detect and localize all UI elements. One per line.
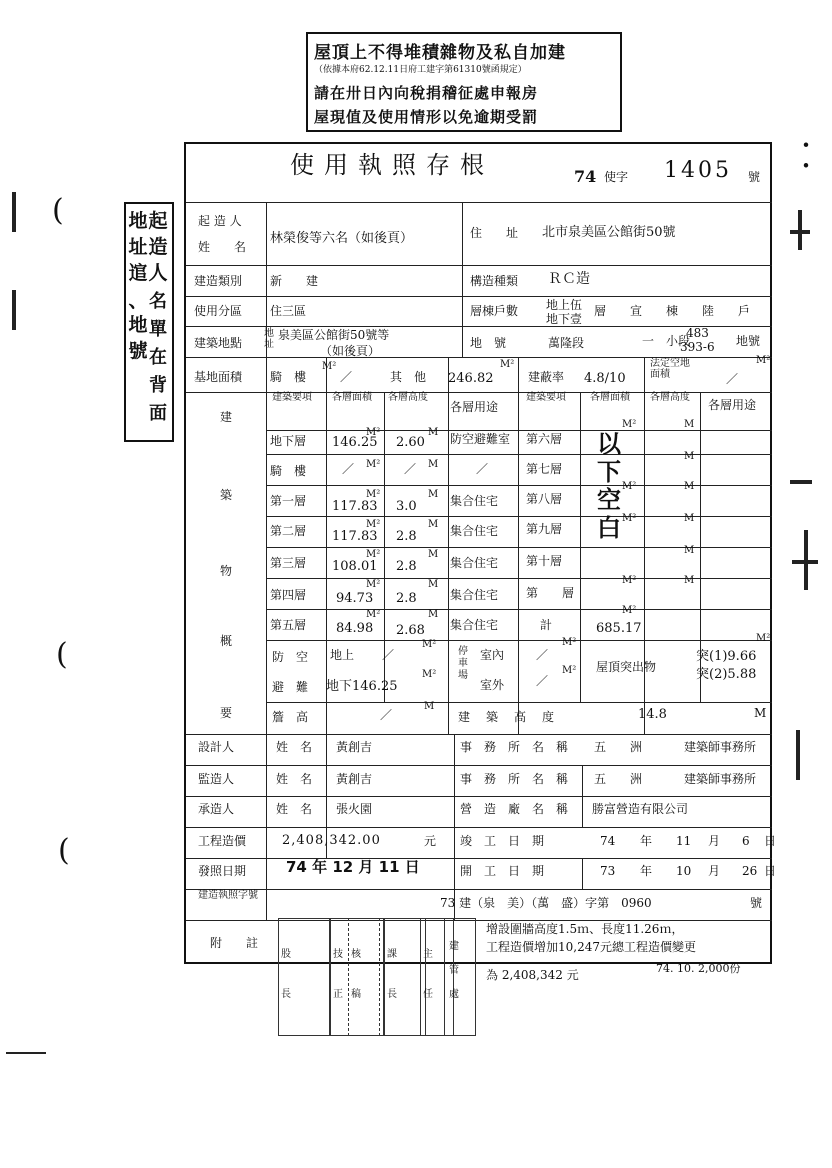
- side-stamp-col2: 起造人: [148, 210, 168, 284]
- start-day-unit: 日: [764, 864, 777, 878]
- signature-stamp: [348, 918, 380, 1036]
- floor-use: 集合住宅: [450, 618, 499, 632]
- floor-height: 2.60: [396, 435, 425, 450]
- floor-name-right: 第九層: [526, 522, 563, 536]
- floor-name-right: 第七層: [526, 462, 563, 476]
- civil-label-a: 防 空: [272, 650, 309, 664]
- site-label: 建築地點: [194, 336, 243, 350]
- notes-line-1: 增設圍牆高度1.5ｍ、長度11.26ｍ，: [486, 922, 684, 936]
- floor-name: 第五層: [270, 618, 307, 632]
- unit-m2: M²: [366, 427, 381, 438]
- unit-m: M: [684, 545, 695, 556]
- floor-height: 2.8: [396, 559, 417, 574]
- other-value: 246.82: [448, 371, 494, 386]
- structure-value: ＲＣ造: [548, 271, 590, 287]
- floors-header-area: 各層面積: [332, 392, 372, 403]
- build-type-label: 建造類別: [194, 274, 243, 288]
- floor-name-right: 第八層: [526, 492, 563, 506]
- lot-number-2: 393-6: [680, 340, 715, 354]
- floor-use: 集合住宅: [450, 588, 499, 602]
- floor-height: 2.8: [396, 591, 417, 606]
- floor-use: ／: [476, 462, 489, 476]
- unit-m2: M²: [622, 575, 637, 586]
- completion-day: 6: [742, 834, 750, 848]
- start-day: 26: [742, 864, 758, 878]
- notes-line-3: 為 2,408,342 元: [486, 968, 579, 982]
- floor-name-right: 計: [540, 618, 553, 632]
- margin-mark: [798, 210, 802, 250]
- unit-m2: M²: [366, 459, 381, 470]
- unit-m2: M²: [562, 665, 577, 676]
- building-height-value: 14.8: [638, 707, 667, 722]
- side-address-stamp: [124, 202, 174, 442]
- side-stamp-col1: 地址逭: [128, 210, 148, 284]
- unit-m2: M²: [756, 355, 771, 366]
- owner-label-b: 姓 名: [198, 240, 247, 254]
- floors-header-area-right: 各層面積: [590, 392, 630, 403]
- unit-m2: M²: [422, 639, 437, 650]
- unit-m: M: [684, 513, 695, 524]
- start-year: 73: [600, 864, 616, 878]
- contractor-office-label: 營 造 廠 名 稱: [460, 802, 569, 816]
- start-month: 10: [676, 864, 692, 878]
- signature-stamp-label: 主任: [423, 949, 433, 1000]
- unit-m: M: [428, 579, 439, 590]
- coverage-label: 建蔽率: [528, 370, 565, 384]
- site-value-prefix: 地址: [264, 328, 274, 350]
- floors-header-height: 各層高度: [388, 392, 428, 403]
- floor-height: 2.8: [396, 529, 417, 544]
- floors-units: 層 宣 棟 陸 戶: [594, 304, 751, 318]
- permit-value: 73 建（泉 美）（萬 盛）字第 0960: [440, 896, 652, 910]
- supervisor-label: 監造人: [198, 772, 235, 786]
- open-space-label: 法定空地面積: [650, 358, 690, 380]
- unit-m2: M²: [622, 513, 637, 524]
- unit-m: M: [684, 575, 695, 586]
- stamp-line-2: （依據本府62.12.11日府工建字第61310號函規定）: [314, 65, 527, 75]
- start-year-unit: 年: [640, 864, 653, 878]
- cost-label: 工程造價: [198, 834, 247, 848]
- address-label: 住 址: [470, 226, 519, 240]
- permit-number: 1405: [664, 158, 732, 183]
- unit-m2: M²: [622, 419, 637, 430]
- floors-header-item: 建築要項: [272, 392, 312, 403]
- completion-month: 11: [676, 834, 692, 848]
- signature-stamp: [444, 918, 476, 1036]
- unit-m: M: [428, 459, 439, 470]
- section-char: 要: [220, 706, 233, 720]
- civil-below: 地下146.25: [326, 679, 398, 694]
- civil-above: 地上: [330, 648, 355, 662]
- floor-use: 集合住宅: [450, 494, 499, 508]
- start-month-unit: 月: [708, 864, 721, 878]
- contractor-name: 張火園: [336, 802, 373, 816]
- roof-structure-label: 屋頂突出物: [596, 660, 657, 674]
- floor-use: 防空避難室: [450, 432, 511, 446]
- floor-name: 地下層: [270, 434, 307, 448]
- floors-header-item-right: 建築要項: [526, 392, 566, 403]
- top-notice-stamp: [306, 32, 622, 132]
- eaves-value: ／: [380, 708, 393, 722]
- lot-label: 地 號: [470, 336, 507, 350]
- designer-office: 五 洲: [594, 740, 643, 754]
- permit-year: 74: [574, 167, 597, 186]
- parking-indoor-value: ／: [536, 648, 549, 662]
- floors-label: 層棟戶數: [470, 304, 519, 318]
- section-char: 概: [220, 634, 233, 648]
- floor-area: 117.83: [332, 529, 378, 544]
- start-label: 開 工 日 期: [460, 864, 545, 878]
- total-area: 685.17: [596, 621, 642, 636]
- area-label: 基地面積: [194, 370, 243, 384]
- arcade-value: ／: [340, 370, 353, 384]
- issue-label: 發照日期: [198, 864, 247, 878]
- section-char: 建: [220, 410, 233, 424]
- margin-mark: ︰: [786, 134, 826, 180]
- floor-height: 2.68: [396, 623, 425, 638]
- floor-name-right: 第 層: [526, 586, 575, 600]
- cost-unit: 元: [424, 834, 437, 848]
- floor-name: 第二層: [270, 524, 307, 538]
- floor-name: 騎 樓: [270, 464, 307, 478]
- section-char: 物: [220, 564, 233, 578]
- floor-area: ／: [342, 462, 355, 476]
- floors-header-height-right: 各層高度: [650, 392, 690, 403]
- parking-indoor: 室內: [480, 648, 505, 662]
- parking-label: 停車場: [458, 646, 468, 681]
- floor-name-right: 第十層: [526, 554, 563, 568]
- supervisor-office-suffix: 建築師事務所: [684, 772, 757, 786]
- lot-subsection: 一 小段: [642, 334, 691, 348]
- floor-name: 第四層: [270, 588, 307, 602]
- unit-m2: M²: [622, 605, 637, 616]
- civil-label-b: 避 難: [272, 680, 309, 694]
- completion-day-unit: 日: [764, 834, 777, 848]
- lot-number-1: 483: [686, 326, 709, 340]
- other-label: 其 他: [390, 370, 427, 384]
- unit-m: M: [684, 451, 695, 462]
- signature-stamp-label: 核稿: [351, 949, 361, 1000]
- address-value: 北市泉美區公館街50號: [542, 225, 676, 240]
- margin-mark: [804, 530, 808, 590]
- supervisor-office: 五 洲: [594, 772, 643, 786]
- handwritten-blank-note: 以下空白: [597, 430, 621, 542]
- floor-area: 108.01: [332, 559, 378, 574]
- site-value-2: （如後頁）: [320, 344, 381, 358]
- floor-name-right: 第六層: [526, 432, 563, 446]
- margin-mark: [790, 480, 812, 484]
- floor-area: 94.73: [336, 591, 374, 606]
- designer-label: 設計人: [198, 740, 235, 754]
- unit-m: M: [684, 481, 695, 492]
- signature-stamp: [278, 918, 330, 1036]
- unit-m: M: [428, 609, 439, 620]
- floor-name: 第三層: [270, 556, 307, 570]
- issue-date: 74 年 12 月 11 日: [286, 858, 420, 876]
- floors-above: 地上伍: [546, 298, 583, 312]
- contractor-name-label: 姓 名: [276, 802, 313, 816]
- edge-mark: [12, 192, 16, 232]
- unit-m2: M²: [366, 549, 381, 560]
- permit-label: 建造執照字號: [198, 890, 258, 901]
- eaves-label: 簷 高: [272, 710, 309, 724]
- floors-header-use: 各層用途: [450, 400, 499, 414]
- cost-value: 2,408,342.00: [282, 833, 381, 848]
- floor-area: 146.25: [332, 435, 378, 450]
- unit-m: M: [428, 519, 439, 530]
- use-zone-label: 使用分區: [194, 304, 243, 318]
- floors-below: 地下壹: [546, 312, 583, 326]
- designer-office-label: 事 務 所 名 稱: [460, 740, 569, 754]
- completion-month-unit: 月: [708, 834, 721, 848]
- supervisor-name: 黃創吉: [336, 772, 373, 786]
- civil-above-value: ／: [382, 648, 395, 662]
- lot-suffix: 地號: [736, 334, 761, 348]
- unit-m: M: [428, 427, 439, 438]
- designer-name-label: 姓 名: [276, 740, 313, 754]
- roof-structure-2: 突(2)5.88: [696, 667, 757, 682]
- edge-mark: (: [56, 637, 68, 672]
- floors-header-use-right: 各層用途: [708, 398, 757, 412]
- owner-value: 林榮俊等六名（如後頁）: [270, 231, 414, 246]
- notes-label: 附 註: [210, 936, 259, 950]
- designer-office-suffix: 建築師事務所: [684, 740, 757, 754]
- site-value: 泉美區公館街50號等: [278, 328, 390, 342]
- stamp-line-4: 屋現值及使用情形以免逾期受罰: [314, 108, 539, 126]
- signature-stamp-label: 建管處: [449, 941, 459, 1000]
- unit-m: M: [428, 549, 439, 560]
- permit-suffix: 號: [750, 896, 763, 910]
- building-height-label: 建 築 高 度: [458, 710, 557, 724]
- unit-m2: M²: [562, 637, 577, 648]
- floor-area: 84.98: [336, 621, 374, 636]
- unit-m2: M²: [622, 481, 637, 492]
- completion-label: 竣 工 日 期: [460, 834, 545, 848]
- form-title: 使用執照存根: [290, 151, 494, 179]
- completion-year-unit: 年: [640, 834, 653, 848]
- edge-mark: (: [58, 833, 70, 868]
- side-stamp-col5: 名單在背面: [149, 291, 167, 424]
- coverage-value: 4.8/10: [584, 371, 626, 386]
- lot-section: 萬隆段: [548, 336, 585, 350]
- use-zone-value: 住三區: [270, 304, 307, 318]
- unit-m: M: [424, 701, 435, 712]
- structure-label: 構造種類: [470, 274, 519, 288]
- open-space-value: ／: [726, 372, 739, 386]
- parking-outdoor: 室外: [480, 678, 505, 692]
- supervisor-office-label: 事 務 所 名 稱: [460, 772, 569, 786]
- unit-m: M: [428, 489, 439, 500]
- permit-word: 使字: [604, 170, 629, 184]
- unit-m2: M²: [500, 359, 515, 370]
- floor-use: 集合住宅: [450, 524, 499, 538]
- floor-height: ／: [404, 462, 417, 476]
- stamp-line-3: 請在卅日內向稅捐稽征處申報房: [314, 84, 539, 102]
- section-char: 築: [220, 488, 233, 502]
- side-stamp-col4: 地號: [128, 314, 148, 362]
- completion-year: 74: [600, 834, 616, 848]
- unit-m2: M²: [366, 579, 381, 590]
- unit-m2: M²: [422, 669, 437, 680]
- floor-use: 集合住宅: [450, 556, 499, 570]
- signature-stamp-label: 技正: [333, 949, 343, 1000]
- signature-stamp-label: 股長: [281, 949, 291, 1000]
- build-type-value: 新 建: [270, 274, 319, 288]
- unit-m: M: [754, 706, 767, 720]
- floor-height: 3.0: [396, 499, 417, 514]
- arcade-label: 騎 樓: [270, 370, 307, 384]
- notes-line-2: 工程造價增加10,247元總工程造價變更: [486, 940, 696, 954]
- unit-m2: M²: [366, 609, 381, 620]
- unit-m2: M²: [322, 361, 337, 372]
- edge-mark: [12, 290, 16, 330]
- unit-m2: M²: [366, 489, 381, 500]
- print-info: 74. 10. 2,000份: [656, 962, 741, 975]
- contractor-office: 勝富營造有限公司: [592, 802, 689, 816]
- edge-mark: (: [52, 193, 64, 228]
- edge-mark: [6, 1052, 46, 1054]
- contractor-label: 承造人: [198, 802, 235, 816]
- unit-m2: M²: [756, 633, 771, 644]
- stamp-line-1: 屋頂上不得堆積雜物及私自加建: [314, 43, 566, 63]
- margin-mark: [796, 730, 800, 780]
- roof-structure-1: 突(1)9.66: [696, 649, 757, 664]
- unit-m2: M²: [366, 519, 381, 530]
- permit-suffix: 號: [748, 170, 761, 184]
- side-stamp-col3: 、: [128, 290, 148, 312]
- unit-m: M: [684, 419, 695, 430]
- designer-name: 黃創吉: [336, 740, 373, 754]
- supervisor-name-label: 姓 名: [276, 772, 313, 786]
- floor-area: 117.83: [332, 499, 378, 514]
- parking-outdoor-value: ／: [536, 674, 549, 688]
- signature-stamp-label: 課長: [387, 949, 397, 1000]
- owner-label-a: 起 造 人: [198, 214, 242, 228]
- floor-name: 第一層: [270, 494, 307, 508]
